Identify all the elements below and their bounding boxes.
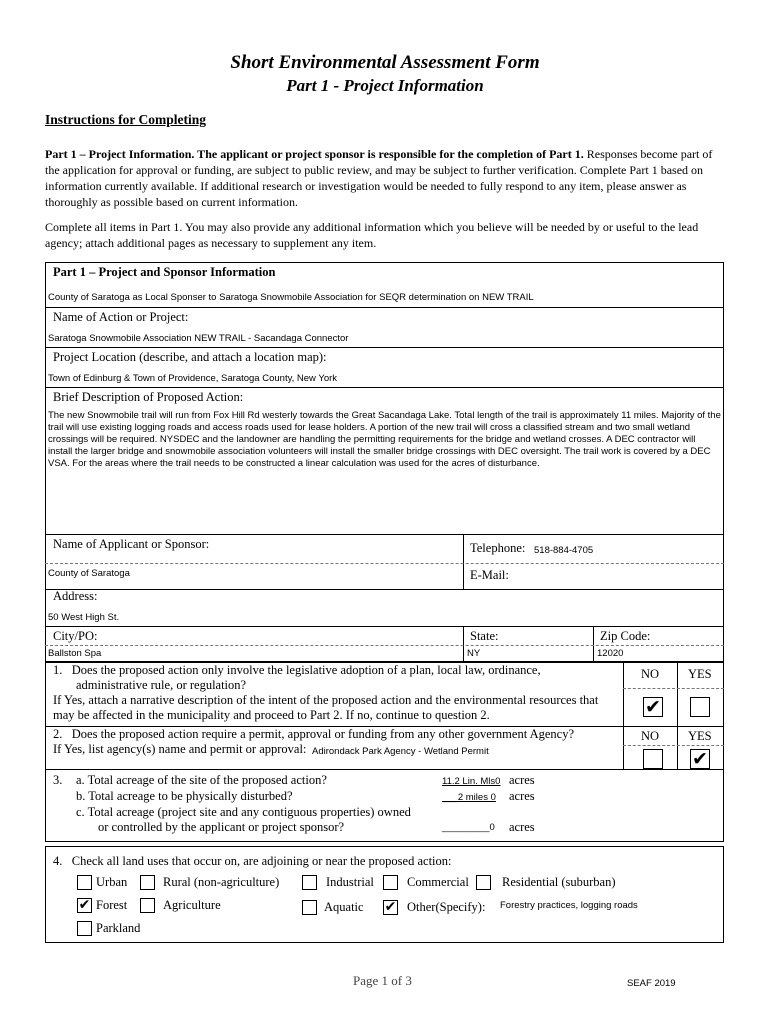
question-1-yes-label: YES	[688, 667, 712, 681]
column-divider	[463, 534, 464, 589]
column-divider	[677, 662, 678, 727]
question-2-line1: Does the proposed action require a permit, approval or funding from any other government Agency?	[71, 727, 575, 741]
question-3c-text-2: or controlled by the applicant or project sponsor?	[98, 820, 345, 834]
land-use-agriculture-checkbox[interactable]	[140, 898, 155, 913]
instructions-paragraph-1-bold: Part 1 – Project Information. The applicant or project sponsor is responsible for the completion of Part 1.	[45, 147, 584, 161]
land-use-commercial-checkbox[interactable]	[383, 875, 398, 890]
question-3a-text: a. Total acreage of the site of the proposed action?	[76, 773, 327, 787]
form-title: Short Environmental Assessment Form	[230, 52, 540, 73]
land-use-urban-checkbox[interactable]	[77, 875, 92, 890]
land-use-other-checkbox[interactable]: ✔	[384, 899, 397, 915]
dashed-divider	[45, 563, 724, 564]
question-1-line3: If Yes, attach a narrative description of the intent of the proposed action and the environmental resources that	[53, 693, 599, 707]
divider	[45, 347, 724, 348]
question-2-text	[53, 727, 574, 742]
question-1-yes-checkbox[interactable]	[690, 697, 710, 717]
applicant-field[interactable]: County of Saratoga	[48, 568, 130, 579]
land-use-industrial-label: Industrial	[326, 875, 374, 889]
zip-label: Zip Code:	[600, 629, 651, 643]
question-3c-unit: acres	[509, 820, 535, 834]
land-use-rural-checkbox[interactable]	[140, 875, 155, 890]
question-3a-unit: acres	[509, 773, 535, 787]
address-label: Address:	[53, 589, 98, 603]
land-use-parkland-label: Parkland	[96, 921, 141, 935]
instructions-paragraph-2: Complete all items in Part 1. You may also provide any additional information which you believe will be needed by or useful to the lead agency; attach additional pages as necessary to supplement any item.	[45, 220, 699, 250]
question-4-prompt: Check all land uses that occur on, are adjoining or near the proposed action:	[71, 854, 452, 868]
city-label: City/PO:	[53, 629, 98, 643]
address-field[interactable]: 50 West High St.	[48, 612, 120, 623]
question-3b-field[interactable]: ___2 miles 0	[442, 792, 496, 803]
state-field[interactable]: NY	[467, 648, 481, 659]
question-2-yes-label: YES	[688, 729, 712, 743]
land-use-parkland-checkbox[interactable]	[77, 921, 92, 936]
land-use-agriculture-label: Agriculture	[163, 898, 221, 912]
form-id: SEAF 2019	[627, 978, 676, 989]
question-2-no-checkbox[interactable]	[643, 749, 663, 769]
land-use-aquatic-checkbox[interactable]	[302, 900, 317, 915]
land-use-forest-label: Forest	[96, 898, 128, 912]
question-3c-text-1: c. Total acreage (project site and any contiguous properties) owned	[76, 805, 411, 819]
question-2-line2: If Yes, list agency(s) name and permit or approval:	[53, 742, 307, 756]
land-use-residential-label: Residential (suburban)	[502, 875, 616, 889]
divider	[45, 307, 724, 308]
question-3b-text: b. Total acreage to be physically disturbed?	[76, 789, 293, 803]
column-divider	[463, 626, 464, 662]
dashed-divider	[623, 745, 724, 746]
land-use-aquatic-label: Aquatic	[324, 900, 364, 914]
question-1-text	[53, 663, 541, 693]
land-use-industrial-checkbox[interactable]	[302, 875, 317, 890]
column-divider	[623, 726, 624, 770]
question-2-yes-checkbox[interactable]: ✔	[690, 749, 710, 769]
instructions-heading: Instructions for Completing	[45, 112, 207, 127]
question-1-instructions	[53, 693, 598, 723]
question-1-line1: Does the proposed action only involve the legislative adoption of a plan, local law, ordinance,	[71, 663, 541, 677]
email-label: E-Mail:	[470, 568, 509, 582]
project-name-label: Name of Action or Project:	[53, 310, 189, 324]
project-location-field[interactable]: Town of Edinburg & Town of Providence, Saratoga County, New York	[48, 373, 338, 384]
telephone-field[interactable]: 518-884-4705	[534, 545, 594, 556]
column-divider	[677, 726, 678, 770]
question-1-line4: may be affected in the municipality and proceed to Part 2. If no, continue to question 2.	[53, 708, 490, 722]
dashed-divider	[45, 645, 724, 646]
question-3c-field[interactable]: _________0	[442, 822, 495, 833]
instructions-paragraph-1	[45, 146, 725, 210]
question-1-number: 1.	[53, 663, 63, 677]
sponsor-line-value[interactable]: County of Saratoga as Local Sponser to Saratoga Snowmobile Association for SEQR determination on NEW TRAIL	[48, 292, 534, 303]
divider	[45, 626, 724, 627]
land-use-residential-checkbox[interactable]	[476, 875, 491, 890]
state-label: State:	[470, 629, 499, 643]
divider	[45, 387, 724, 388]
instructions-paragraph-1-rest: Responses become part of the application for approval or funding, are subject to public review, and may be subject to further verification. Complete Part 1 based on information currently available. If additional research or investigation would be needed to fully respond to any item, please answer as thoroughly as possible based on current information.	[45, 147, 713, 209]
land-use-forest-checkbox[interactable]: ✔	[78, 897, 91, 913]
zip-field[interactable]: 12020	[597, 648, 624, 659]
land-use-other-label: Other(Specify):	[407, 900, 486, 914]
question-3a-field[interactable]: 11.2 Lin. Mls0	[442, 776, 501, 787]
question-1-no-checkbox[interactable]: ✔	[643, 697, 663, 717]
column-divider	[623, 662, 624, 727]
column-divider	[593, 626, 594, 662]
form-subtitle: Part 1 - Project Information	[286, 76, 484, 95]
question-1-no-label: NO	[641, 667, 660, 681]
land-use-commercial-label: Commercial	[407, 875, 469, 889]
city-field[interactable]: Ballston Spa	[48, 648, 102, 659]
question-4-text	[53, 854, 452, 869]
divider	[45, 589, 724, 590]
applicant-label: Name of Applicant or Sponsor:	[53, 537, 210, 551]
description-label: Brief Description of Proposed Action:	[53, 390, 244, 404]
description-field[interactable]: The new Snowmobile trail will run from Fox Hill Rd westerly towards the Great Sacandaga Lake. Total length of the trail is approximately 11 miles. Majority of the trail will use existing logging roads and access roads used for lease holders. A portion of the new trail will cross a classified stream and two small wetland crossings will be required. NYSDEC and the landowner are handling the permitting requirements for the bridge and wetland crosses. A DEC contractor will install the larger bridge and snowmobile association volunteers will install the smaller bridge crossings with DEC oversight. The trail work is covered by a DEC VSA. For the areas where the trail needs to be constructed a linear calculation was used for the acres of disturbance.	[48, 410, 721, 469]
land-use-other-field[interactable]: Forestry practices, logging roads	[500, 900, 638, 911]
project-name-field[interactable]: Saratoga Snowmobile Association NEW TRAIL - Sacandaga Connector	[48, 333, 349, 344]
project-location-label: Project Location (describe, and attach a location map):	[53, 350, 327, 364]
question-3-number: 3.	[53, 773, 63, 787]
question-1-line2: administrative rule, or regulation?	[76, 678, 247, 692]
question-2-no-label: NO	[641, 729, 660, 743]
divider	[45, 534, 724, 535]
question-3b-unit: acres	[509, 789, 535, 803]
land-use-rural-label: Rural (non-agriculture)	[163, 875, 280, 889]
telephone-label: Telephone:	[470, 541, 526, 555]
page-number: Page 1 of 3	[353, 973, 412, 988]
part1-heading: Part 1 – Project and Sponsor Information	[53, 265, 276, 279]
question-2-agency-field[interactable]: Adirondack Park Agency - Wetland Permit	[312, 746, 489, 757]
dashed-divider	[623, 688, 724, 689]
land-use-urban-label: Urban	[96, 875, 128, 889]
question-2-number: 2.	[53, 727, 63, 741]
question-4-number: 4.	[53, 854, 63, 868]
